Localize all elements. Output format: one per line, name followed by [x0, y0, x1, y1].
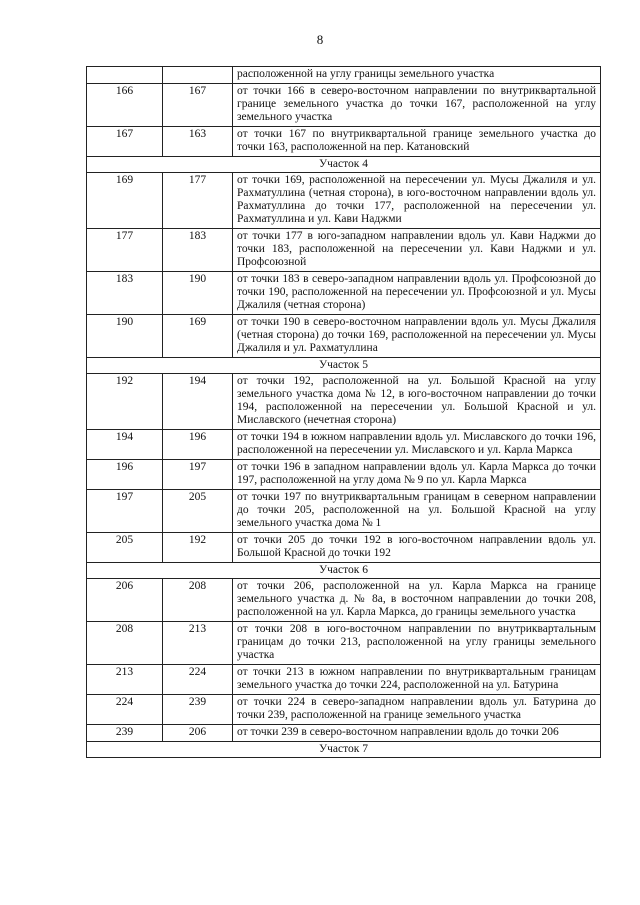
boundary-description-cell: от точки 166 в северо-восточном направлении по внутриквартальной границе земельного участка до точки 167, расположенной на углу земельного участка — [233, 84, 601, 127]
section-title: Участок 6 — [87, 563, 601, 579]
boundary-row — [87, 579, 601, 622]
from-point-cell: 166 — [87, 84, 163, 127]
boundary-row — [87, 67, 601, 84]
to-point-cell: 205 — [163, 490, 233, 533]
boundary-row — [87, 490, 601, 533]
boundary-row — [87, 229, 601, 272]
from-point-cell: 177 — [87, 229, 163, 272]
from-point-cell: 190 — [87, 315, 163, 358]
boundary-description-cell: расположенной на углу границы земельного участка — [233, 67, 601, 84]
boundary-description-cell: от точки 183 в северо-западном направлении вдоль ул. Профсоюзной до точки 190, расположенной на пересечении ул. Профсоюзной и ул. Мусы Джалиля (четная сторона) — [233, 272, 601, 315]
from-point-cell: 197 — [87, 490, 163, 533]
section-title: Участок 5 — [87, 358, 601, 374]
to-point-cell: 206 — [163, 725, 233, 742]
boundary-table — [86, 66, 601, 758]
from-point-cell: 192 — [87, 374, 163, 430]
from-point-cell: 213 — [87, 665, 163, 695]
from-point-cell: 169 — [87, 173, 163, 229]
boundary-row — [87, 173, 601, 229]
from-point-cell: 194 — [87, 430, 163, 460]
section-header-row — [87, 157, 601, 173]
to-point-cell: 183 — [163, 229, 233, 272]
boundary-description-cell: от точки 239 в северо-восточном направлении вдоль до точки 206 — [233, 725, 601, 742]
to-point-cell: 177 — [163, 173, 233, 229]
boundary-description-cell: от точки 205 до точки 192 в юго-восточном направлении вдоль ул. Большой Красной до точки 192 — [233, 533, 601, 563]
from-point-cell: 167 — [87, 127, 163, 157]
boundary-row — [87, 460, 601, 490]
to-point-cell: 192 — [163, 533, 233, 563]
boundary-row — [87, 725, 601, 742]
page-number: 8 — [316, 32, 324, 47]
to-point-cell: 196 — [163, 430, 233, 460]
from-point-cell — [87, 67, 163, 84]
boundary-description-cell: от точки 197 по внутриквартальным границам в северном направлении до точки 205, расположенной на ул. Большой Красной на углу земельного участка дома № 1 — [233, 490, 601, 533]
from-point-cell: 224 — [87, 695, 163, 725]
boundary-row — [87, 127, 601, 157]
to-point-cell: 169 — [163, 315, 233, 358]
boundary-row — [87, 84, 601, 127]
from-point-cell: 206 — [87, 579, 163, 622]
boundary-row — [87, 622, 601, 665]
to-point-cell: 239 — [163, 695, 233, 725]
to-point-cell: 224 — [163, 665, 233, 695]
boundary-description-cell: от точки 208 в юго-восточном направлении по внутриквартальным границам до точки 213, расположенной на углу границы земельного участка — [233, 622, 601, 665]
boundary-row — [87, 430, 601, 460]
to-point-cell: 190 — [163, 272, 233, 315]
section-title: Участок 7 — [87, 742, 601, 758]
boundary-description-cell: от точки 190 в северо-восточном направлении вдоль ул. Мусы Джалиля (четная сторона) до точки 169, расположенной на пересечении ул. Мусы Джалиля и ул. Рахматуллина — [233, 315, 601, 358]
boundary-row — [87, 533, 601, 563]
boundary-description-cell: от точки 196 в западном направлении вдоль ул. Карла Маркса до точки 197, расположенной на углу дома № 9 по ул. Карла Маркса — [233, 460, 601, 490]
boundary-description-cell: от точки 167 по внутриквартальной границе земельного участка до точки 163, расположенной на пер. Катановский — [233, 127, 601, 157]
to-point-cell: 194 — [163, 374, 233, 430]
to-point-cell: 213 — [163, 622, 233, 665]
from-point-cell: 208 — [87, 622, 163, 665]
boundary-row — [87, 665, 601, 695]
to-point-cell: 163 — [163, 127, 233, 157]
boundary-description-cell: от точки 206, расположенной на ул. Карла Маркса на границе земельного участка д. № 8а, в восточном направлении до точки 208, расположенной на ул. Карла Маркса, до границы земельного участка — [233, 579, 601, 622]
boundary-description-cell: от точки 194 в южном направлении вдоль ул. Миславского до точки 196, расположенной на пересечении ул. Миславского и ул. Карла Маркса — [233, 430, 601, 460]
section-header-row — [87, 358, 601, 374]
from-point-cell: 205 — [87, 533, 163, 563]
boundary-description-cell: от точки 192, расположенной на ул. Большой Красной на углу земельного участка дома № 12, в юго-восточном направлении до точки 194, расположенной на пересечении ул. Большой Красной и ул. Миславского (нечетная сторона) — [233, 374, 601, 430]
boundary-row — [87, 272, 601, 315]
from-point-cell: 239 — [87, 725, 163, 742]
boundary-description-cell: от точки 213 в южном направлении по внутриквартальным границам земельного участка до точки 224, расположенной на ул. Батурина — [233, 665, 601, 695]
boundary-description-cell: от точки 224 в северо-западном направлении вдоль ул. Батурина до точки 239, расположенной на границе земельного участка — [233, 695, 601, 725]
boundary-description-cell: от точки 177 в юго-западном направлении вдоль ул. Кави Наджми до точки 183, расположенной на пересечении ул. Кави Наджми и ул. Профсоюзной — [233, 229, 601, 272]
boundary-row — [87, 374, 601, 430]
section-header-row — [87, 563, 601, 579]
boundary-row — [87, 315, 601, 358]
section-title: Участок 4 — [87, 157, 601, 173]
section-header-row — [87, 742, 601, 758]
to-point-cell — [163, 67, 233, 84]
to-point-cell: 208 — [163, 579, 233, 622]
to-point-cell: 197 — [163, 460, 233, 490]
from-point-cell: 183 — [87, 272, 163, 315]
boundary-row — [87, 695, 601, 725]
to-point-cell: 167 — [163, 84, 233, 127]
boundary-description-cell: от точки 169, расположенной на пересечении ул. Мусы Джалиля и ул. Рахматуллина (четная сторона), в юго-восточном направлении вдоль ул. Рахматуллина до точки 177, расположенной на пересечении ул. Рахматуллина и ул. Кави Наджми — [233, 173, 601, 229]
from-point-cell: 196 — [87, 460, 163, 490]
